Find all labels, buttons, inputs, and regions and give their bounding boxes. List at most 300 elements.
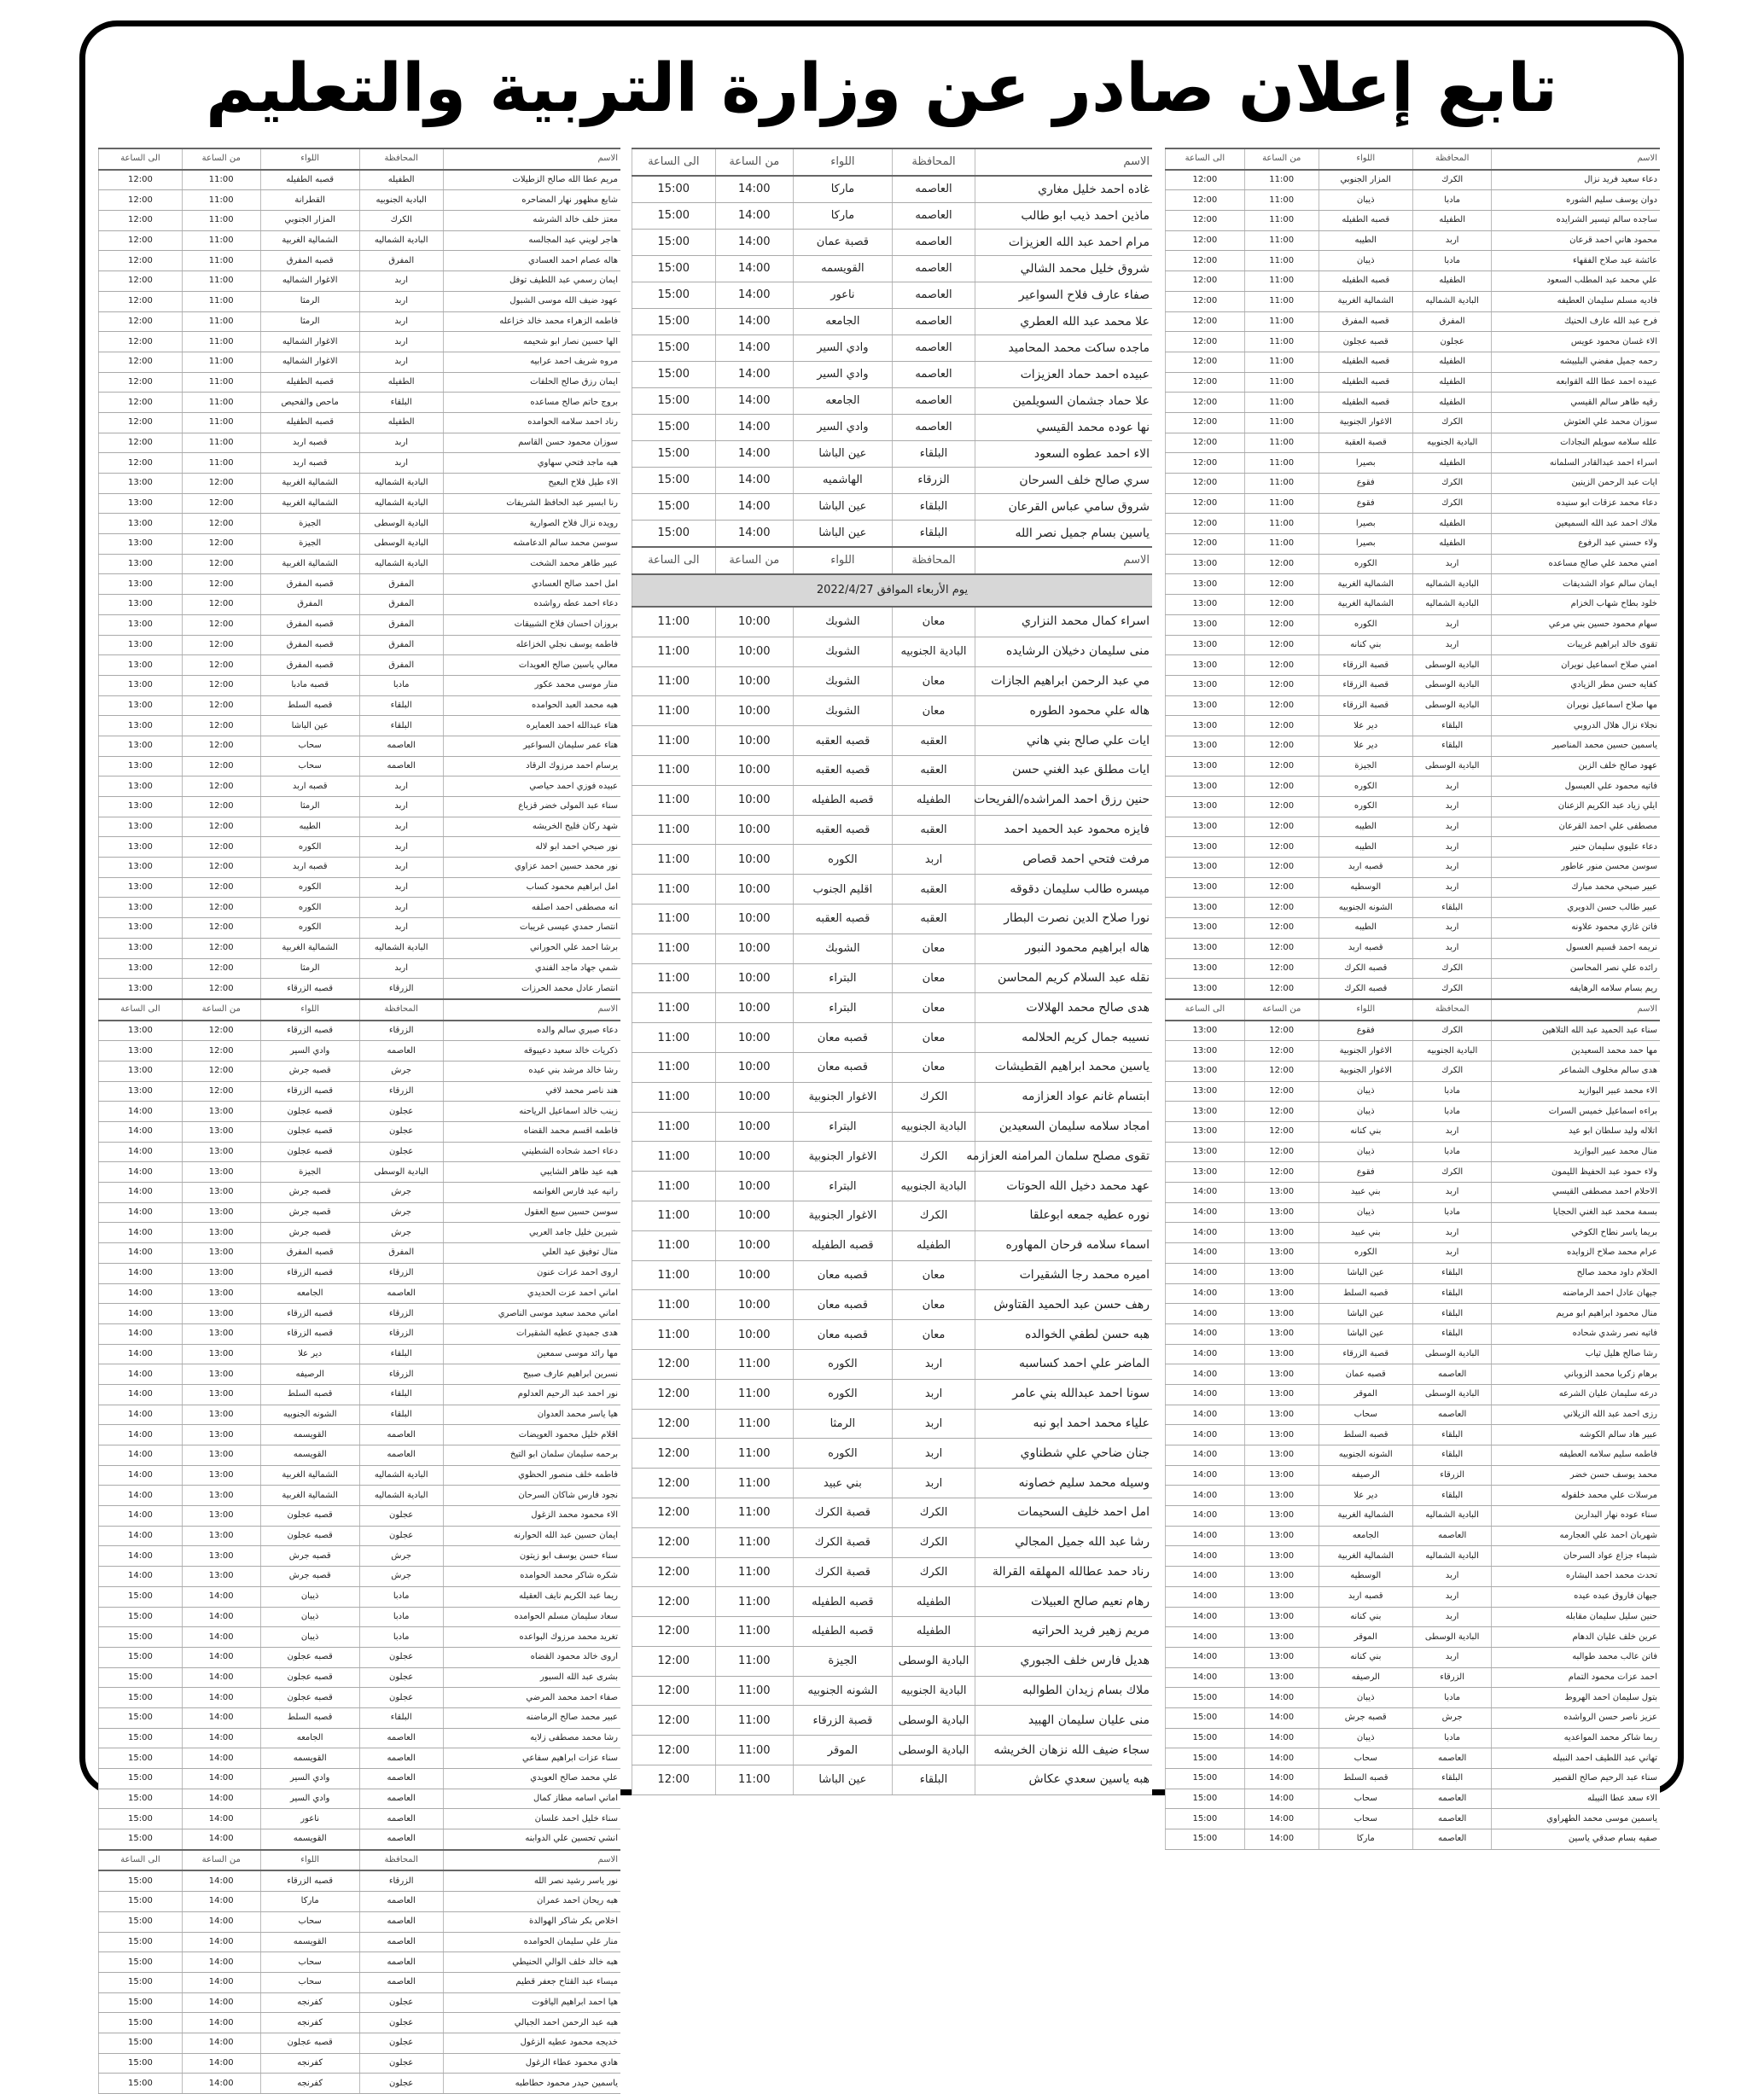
table-row	[1166, 1425, 1661, 1445]
student-name: عبيده فوزي احمد حياصي	[443, 777, 620, 797]
to-time: 15:00	[99, 1911, 183, 1932]
district: الشوبك	[793, 608, 892, 637]
governorate: اربد	[359, 271, 443, 292]
governorate: البادية الوسطى	[1412, 1384, 1492, 1405]
district: الاغوار الجنوبية	[1319, 412, 1412, 433]
to-time: 13:00	[1166, 1162, 1245, 1183]
table-row	[1166, 1546, 1661, 1567]
to-time: 15:00	[99, 1586, 183, 1607]
governorate: عجلون	[359, 1688, 443, 1708]
from-time: 14:00	[715, 335, 793, 362]
district: الموقر	[1319, 1627, 1412, 1648]
to-time: 13:00	[99, 938, 183, 958]
student-name: هاجر لويني عيد المجالسه	[443, 230, 620, 251]
student-name: سناء عبد الرحيم صالح القصير	[1492, 1769, 1660, 1789]
table-row	[632, 468, 1153, 494]
governorate: عجلون	[359, 1142, 443, 1162]
from-time: 12:00	[1244, 777, 1319, 797]
table-row	[99, 1546, 621, 1567]
governorate: الطفيله	[892, 1617, 975, 1647]
governorate: اربد	[1412, 1122, 1492, 1143]
to-time: 13:00	[99, 493, 183, 514]
district: قصبه الطفيله	[260, 170, 359, 190]
from-time: 12:00	[1244, 898, 1319, 918]
to-time: 15:00	[99, 1707, 183, 1728]
governorate: الزرقاء	[1412, 1465, 1492, 1486]
governorate: معان	[892, 1052, 975, 1082]
district: الوسطيه	[1319, 1567, 1412, 1587]
to-time: 14:00	[1166, 1546, 1245, 1567]
governorate: مادبا	[359, 1607, 443, 1627]
district: عين الباشا	[793, 521, 892, 548]
student-name: ريما عبد الكريم نايف العقيله	[443, 1586, 620, 1607]
student-name: ابتسام غانم عواد العزازمه	[975, 1082, 1152, 1112]
header-to-time: الى الساعة	[632, 148, 716, 176]
student-name: نوره عطيه جمعه ابوعلقا	[975, 1201, 1152, 1230]
governorate: الزرقاء	[359, 1263, 443, 1283]
governorate: البادية الوسطى	[359, 514, 443, 534]
from-time: 11:00	[715, 1587, 793, 1617]
header-name: الاسم	[1492, 999, 1660, 1021]
student-name: محمد يوسف حسن خضر	[1492, 1465, 1660, 1486]
table-row	[1166, 1526, 1661, 1546]
table-row	[99, 1304, 621, 1324]
from-time: 10:00	[715, 755, 793, 785]
to-time: 15:00	[99, 1667, 183, 1688]
table-row	[632, 1706, 1153, 1736]
table-row	[99, 655, 621, 676]
to-time: 15:00	[99, 1769, 183, 1789]
from-time: 13:00	[1244, 1364, 1319, 1385]
governorate: العاصمه	[892, 256, 975, 282]
student-name: ايمان حسين عبد الله الحوارنه	[443, 1526, 620, 1546]
table-row	[1166, 1647, 1661, 1667]
table-row	[1166, 1728, 1661, 1748]
governorate: اربد	[359, 433, 443, 453]
student-name: مريم عطا الله صالح الزطيلات	[443, 170, 620, 190]
governorate: البلقاء	[1412, 1283, 1492, 1304]
student-name: مريم زهير فريد الحراتيه	[975, 1617, 1152, 1647]
governorate: البادية الشماليه	[359, 493, 443, 514]
to-time: 14:00	[1166, 1526, 1245, 1546]
from-time: 12:00	[1244, 1041, 1319, 1062]
table-row	[99, 190, 621, 211]
to-time: 14:00	[1166, 1283, 1245, 1304]
governorate: العاصمه	[359, 1425, 443, 1445]
from-time: 12:00	[182, 635, 260, 655]
governorate: الزرقاء	[1412, 1667, 1492, 1688]
to-time: 13:00	[99, 736, 183, 756]
to-time: 14:00	[1166, 1627, 1245, 1648]
from-time: 14:00	[1244, 1728, 1319, 1748]
from-time: 13:00	[1244, 1263, 1319, 1283]
to-time: 11:00	[632, 815, 716, 845]
table-row	[1166, 1607, 1661, 1627]
district: وادي السير	[793, 335, 892, 362]
to-time: 15:00	[632, 521, 716, 548]
table-header	[632, 547, 1153, 607]
district: قصبة الكرك	[793, 1498, 892, 1527]
table-row	[99, 474, 621, 494]
district: القويسمه	[260, 1932, 359, 1952]
district: الجيزة	[260, 534, 359, 555]
district: الاغوار الشماليه	[260, 332, 359, 352]
student-name: شيرين خليل جامد العربي	[443, 1223, 620, 1243]
from-time: 13:00	[182, 1122, 260, 1143]
to-time: 12:00	[99, 332, 183, 352]
governorate: العاصمه	[892, 309, 975, 335]
table-row	[99, 1911, 621, 1932]
from-time: 11:00	[715, 1706, 793, 1736]
student-name: هبه عبد الرحمن احمد الجبالي	[443, 2013, 620, 2033]
student-name: سناء عبد الحميد عبد الله التلاهين	[1492, 1021, 1660, 1041]
district: الهاشميه	[793, 468, 892, 494]
to-time: 15:00	[632, 282, 716, 309]
governorate: العاصمه	[892, 362, 975, 388]
from-time: 14:00	[715, 203, 793, 230]
to-time: 13:00	[1166, 655, 1245, 676]
from-time: 14:00	[182, 1707, 260, 1728]
governorate: الطفيله	[892, 785, 975, 815]
governorate: البادية الوسطى	[1412, 756, 1492, 777]
district: الرمثا	[260, 797, 359, 817]
student-name: زينب خالد اسماعيل الرياحنه	[443, 1102, 620, 1122]
student-name: بريما ياسر نطاح الكوخي	[1492, 1223, 1660, 1243]
table-row	[1166, 695, 1661, 716]
table-row	[1166, 393, 1661, 413]
to-time: 11:00	[632, 1230, 716, 1260]
table-row	[99, 1892, 621, 1912]
student-name: صفيه بسام صدقي ياسين	[1492, 1829, 1660, 1850]
to-time: 13:00	[99, 797, 183, 817]
from-time: 11:00	[182, 170, 260, 190]
student-name: فاطمه خلف منصور الحظوي	[443, 1465, 620, 1486]
governorate: العاصمه	[359, 1445, 443, 1466]
from-time: 11:00	[1244, 393, 1319, 413]
student-name: اماني اسامه مطاز كمال	[443, 1789, 620, 1809]
table-row	[99, 1992, 621, 2013]
table-row	[1166, 756, 1661, 777]
table-row	[632, 521, 1153, 548]
from-time: 10:00	[715, 696, 793, 726]
student-name: عبيده احمد عطا الله القوابعه	[1492, 372, 1660, 393]
to-time: 15:00	[99, 1748, 183, 1769]
district: قصبه الطفيله	[1319, 352, 1412, 372]
table-row	[1166, 1061, 1661, 1081]
to-time: 12:00	[632, 1736, 716, 1765]
governorate: اربد	[359, 777, 443, 797]
from-time: 11:00	[1244, 251, 1319, 271]
table-row	[632, 282, 1153, 309]
student-name: هناء عمر سليمان السواعير	[443, 736, 620, 756]
student-name: فاتن عالب محمد طوالبه	[1492, 1647, 1660, 1667]
to-time: 14:00	[1166, 1667, 1245, 1688]
district: قصبه معان	[793, 1320, 892, 1350]
governorate: اربد	[892, 1349, 975, 1379]
governorate: معان	[892, 1260, 975, 1290]
from-time: 12:00	[1244, 1102, 1319, 1122]
to-time: 15:00	[632, 256, 716, 282]
table-row	[1166, 412, 1661, 433]
table-row	[99, 291, 621, 311]
district: قصبه الزرقاء	[260, 1870, 359, 1891]
header-governorate: المحافظة	[359, 999, 443, 1021]
header-from-time: من الساعة	[182, 999, 260, 1021]
table-row	[632, 1736, 1153, 1765]
district: اقليم الجنوب	[793, 875, 892, 904]
table-row	[632, 1112, 1153, 1142]
from-time: 12:00	[1244, 1162, 1319, 1183]
student-name: دعاء سعيد فريد نزال	[1492, 170, 1660, 190]
governorate: البادية الوسطى	[359, 1162, 443, 1183]
to-time: 14:00	[1166, 1465, 1245, 1486]
governorate: البادية الشماليه	[359, 474, 443, 494]
student-name: شروق خليل محمد الشالي	[975, 256, 1152, 282]
district: ذيبان	[1319, 1081, 1412, 1102]
to-time: 15:00	[632, 494, 716, 521]
district: قصبه الطفيله	[1319, 211, 1412, 231]
district: ذيبان	[1319, 1142, 1412, 1162]
governorate: الكرك	[1412, 958, 1492, 979]
student-name: ايمان سالم عواد الشديفات	[1492, 574, 1660, 595]
governorate: الطفيله	[1412, 271, 1492, 292]
governorate: اربد	[1412, 1223, 1492, 1243]
governorate: البلقاء	[1412, 716, 1492, 736]
table-row	[632, 1290, 1153, 1320]
district: بني كنانه	[1319, 635, 1412, 655]
table-row	[632, 845, 1153, 875]
governorate: مادبا	[1412, 1728, 1492, 1748]
to-time: 13:00	[1166, 574, 1245, 595]
from-time: 11:00	[1244, 534, 1319, 555]
from-time: 10:00	[715, 904, 793, 934]
to-time: 12:00	[632, 1706, 716, 1736]
district: قصبه الكرك	[1319, 958, 1412, 979]
district: عين الباشا	[260, 716, 359, 736]
district: قصبه الزرقاء	[260, 1304, 359, 1324]
student-name: اقلام خليل محمود العويضات	[443, 1425, 620, 1445]
to-time: 11:00	[632, 1023, 716, 1053]
to-time: 15:00	[99, 1932, 183, 1952]
table-row	[99, 1952, 621, 1973]
to-time: 12:00	[632, 1469, 716, 1498]
governorate: البلقاء	[1412, 1263, 1492, 1283]
governorate: اربد	[1412, 797, 1492, 817]
to-time: 14:00	[99, 1304, 183, 1324]
governorate: العقبه	[892, 726, 975, 756]
to-time: 13:00	[1166, 938, 1245, 958]
to-time: 14:00	[99, 1283, 183, 1304]
table-row	[99, 2013, 621, 2033]
student-name: اسراء احمد عبدالقادر السلمانه	[1492, 453, 1660, 474]
governorate: مادبا	[359, 675, 443, 695]
to-time: 15:00	[99, 1829, 183, 1850]
from-time: 12:00	[182, 898, 260, 918]
governorate: العاصمه	[359, 1892, 443, 1912]
student-name: سونا احمد عبدالله بني عامر	[975, 1379, 1152, 1409]
student-name: سهام محمود حسين بني مرعي	[1492, 614, 1660, 635]
from-time: 13:00	[182, 1202, 260, 1223]
governorate: العاصمه	[892, 230, 975, 256]
to-time: 14:00	[99, 1202, 183, 1223]
from-time: 12:00	[1244, 1081, 1319, 1102]
table-row	[1166, 554, 1661, 574]
from-time: 13:00	[182, 1465, 260, 1486]
from-time: 11:00	[182, 190, 260, 211]
table-row	[632, 309, 1153, 335]
student-name: نسرين ابراهيم عارف صبيح	[443, 1364, 620, 1385]
governorate: الكرك	[892, 1527, 975, 1557]
student-name: فرح عبد الله عارف الحنيك	[1492, 311, 1660, 332]
to-time: 12:00	[1166, 170, 1245, 190]
governorate: جرش	[1412, 1707, 1492, 1728]
district: قصبه اربد	[260, 433, 359, 453]
to-time: 12:00	[1166, 493, 1245, 514]
district: قصبة الزرقاء	[1319, 695, 1412, 716]
student-name: عرين خلف عليان الدهام	[1492, 1627, 1660, 1648]
student-name: ملاك بسام زيدان الطوالبه	[975, 1676, 1152, 1706]
district: الطيبه	[1319, 837, 1412, 858]
district: سحاب	[260, 736, 359, 756]
to-time: 13:00	[99, 979, 183, 999]
student-name: منال توفيق عيد العلي	[443, 1243, 620, 1264]
from-time: 12:00	[182, 877, 260, 898]
student-name: ياسمين حيدر محمود حطاطبه	[443, 2074, 620, 2094]
from-time: 12:00	[182, 958, 260, 979]
governorate: جرش	[359, 1223, 443, 1243]
from-time: 12:00	[182, 493, 260, 514]
student-name: ايات علي صالح بني هاني	[975, 726, 1152, 756]
district: قصبه الزرقاء	[260, 1021, 359, 1041]
header-name: الاسم	[443, 148, 620, 170]
header-district: اللواء	[260, 148, 359, 170]
table-header	[99, 1850, 621, 1871]
district: الكوره	[260, 877, 359, 898]
to-time: 15:00	[1166, 1688, 1245, 1708]
student-name: رشا خالد مرشد بني عيده	[443, 1061, 620, 1081]
student-name: براءه اسماعيل خميس السرات	[1492, 1102, 1660, 1122]
district: عين الباشا	[1319, 1263, 1412, 1283]
to-time: 13:00	[1166, 1142, 1245, 1162]
to-time: 11:00	[632, 755, 716, 785]
governorate: البادية الوسطى	[892, 1646, 975, 1676]
from-time: 12:00	[182, 837, 260, 858]
from-time: 12:00	[1244, 614, 1319, 635]
student-name: الاء محمد عبير البوازيد	[1492, 1081, 1660, 1102]
district: سحاب	[260, 1972, 359, 1992]
header-governorate: المحافظة	[1412, 148, 1492, 170]
from-time: 13:00	[1244, 1223, 1319, 1243]
student-name: مصطفى علي احمد القرعان	[1492, 817, 1660, 837]
table-row	[632, 963, 1153, 993]
student-name: عهد محمد دخيل الله الحوتات	[975, 1172, 1152, 1201]
governorate: العاصمه	[1412, 1789, 1492, 1809]
district: ذيبان	[1319, 1202, 1412, 1223]
schedule-column-middle	[632, 148, 1152, 1795]
to-time: 13:00	[1166, 858, 1245, 878]
table-row	[99, 1243, 621, 1264]
student-name: بسمة محمد عبد الغني الحجايا	[1492, 1202, 1660, 1223]
governorate: الكرك	[359, 211, 443, 231]
from-time: 13:00	[1244, 1344, 1319, 1364]
district: الوسطيه	[1319, 877, 1412, 898]
to-time: 13:00	[1166, 958, 1245, 979]
table-row	[1166, 1567, 1661, 1587]
from-time: 12:00	[182, 655, 260, 676]
district: عين الباشا	[1319, 1323, 1412, 1344]
student-name: ربما شاكر محمد المواعديه	[1492, 1728, 1660, 1748]
header-from-time: من الساعة	[715, 148, 793, 176]
to-time: 15:00	[632, 468, 716, 494]
schedule-table	[632, 148, 1152, 608]
district: قصبه الطفيله	[793, 1230, 892, 1260]
student-name: اماني محمد سعيد موسى الناصري	[443, 1304, 620, 1324]
table-row	[99, 1586, 621, 1607]
district: قصبه الطفيله	[793, 1617, 892, 1647]
governorate: العاصمه	[359, 736, 443, 756]
district: الجامعه	[260, 1283, 359, 1304]
table-row	[632, 1023, 1153, 1053]
governorate: اربد	[359, 797, 443, 817]
governorate: اربد	[1412, 1183, 1492, 1203]
to-time: 14:00	[99, 1526, 183, 1546]
district: سحاب	[260, 1952, 359, 1973]
from-time: 11:00	[1244, 493, 1319, 514]
table-row	[99, 675, 621, 695]
district: الشونه الجنوبيه	[793, 1676, 892, 1706]
student-name: مها حمد محمد السعيدين	[1492, 1041, 1660, 1062]
to-time: 13:00	[99, 716, 183, 736]
district: الشوبك	[793, 696, 892, 726]
governorate: العاصمه	[892, 203, 975, 230]
from-time: 12:00	[182, 614, 260, 635]
district: بني عبيد	[793, 1469, 892, 1498]
to-time: 12:00	[632, 1617, 716, 1647]
student-name: غاده احمد خليل مغاري	[975, 176, 1152, 203]
from-time: 12:00	[182, 797, 260, 817]
student-name: فاتن غازي محمود علاونه	[1492, 918, 1660, 939]
from-time: 13:00	[1244, 1405, 1319, 1425]
district: قصبه جرش	[260, 1183, 359, 1203]
from-time: 11:00	[182, 372, 260, 393]
district: بني كنانه	[1319, 1122, 1412, 1143]
to-time: 15:00	[99, 1972, 183, 1992]
to-time: 15:00	[99, 1870, 183, 1891]
district: قصبه عجلون	[260, 1142, 359, 1162]
district: البتراء	[793, 1172, 892, 1201]
from-time: 12:00	[1244, 574, 1319, 595]
district: الكوره	[1319, 614, 1412, 635]
district: الشمالية الغربية	[260, 554, 359, 574]
district: عين الباشا	[793, 441, 892, 468]
student-name: انتصار حمدي عيسى غريبات	[443, 918, 620, 939]
to-time: 15:00	[1166, 1748, 1245, 1769]
governorate: مادبا	[1412, 1102, 1492, 1122]
student-name: فايزه محمود عبد الحميد احمد	[975, 815, 1152, 845]
student-name: امني محمد علي صالح مساعده	[1492, 554, 1660, 574]
governorate: البادية الجنوبيه	[892, 1676, 975, 1706]
district: الشونه الجنوبيه	[1319, 1445, 1412, 1466]
governorate: الكرك	[892, 1142, 975, 1172]
district: قصبة عمان	[793, 230, 892, 256]
district: قصبه جرش	[260, 1223, 359, 1243]
to-time: 13:00	[99, 918, 183, 939]
table-row	[99, 332, 621, 352]
governorate: العقبه	[892, 815, 975, 845]
district: قصبه جرش	[260, 1202, 359, 1223]
from-time: 14:00	[1244, 1809, 1319, 1829]
header-name: الاسم	[1492, 148, 1660, 170]
